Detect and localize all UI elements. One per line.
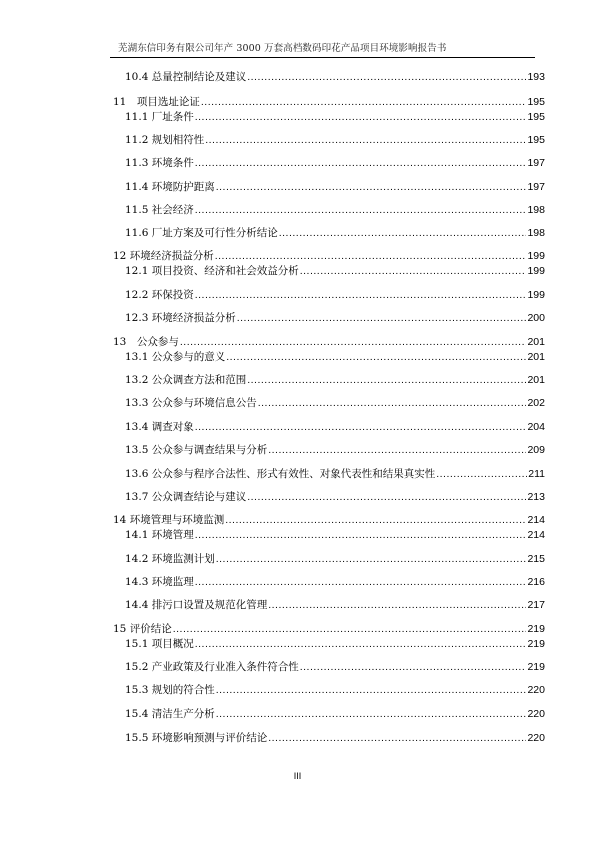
toc-entry-label: 13.7 公众调查结论与建议 — [125, 491, 247, 503]
toc-entry-label: 13.5 公众参与调查结果与分析 — [125, 444, 268, 456]
toc-entry-label: 12 环境经济损益分析 — [113, 250, 214, 262]
toc-entry-page: 202 — [527, 397, 545, 409]
toc-entry-label: 14.4 排污口设置及规范化管理 — [125, 599, 268, 611]
toc-entry[interactable] — [125, 468, 545, 481]
toc-entry-page: 199 — [527, 265, 545, 277]
page-number: III — [293, 771, 302, 781]
toc-entry-page: 197 — [527, 181, 545, 193]
toc-entry[interactable] — [125, 444, 545, 457]
dot-leader — [216, 181, 527, 194]
toc-entry[interactable] — [125, 204, 545, 217]
toc-entry-label: 14 环境管理与环境监测 — [113, 514, 225, 526]
toc-entry-label: 15.3 规划的符合性 — [125, 684, 215, 696]
toc-entry-label: 13.3 公众参与环境信息公告 — [125, 397, 257, 409]
toc-entry[interactable] — [125, 529, 545, 542]
toc-entry-page: 219 — [527, 661, 545, 673]
toc-entry-page: 200 — [527, 312, 545, 324]
dot-leader — [247, 71, 526, 84]
toc-entry[interactable] — [125, 227, 545, 240]
toc-entry-label: 12.3 环境经济损益分析 — [125, 312, 236, 324]
dot-leader — [195, 204, 527, 217]
toc-entry-page: 220 — [527, 684, 545, 696]
toc-entry-page: 209 — [527, 444, 545, 456]
toc-entry-page: 216 — [527, 576, 545, 588]
toc-entry-label: 14.1 环境管理 — [125, 529, 194, 541]
dot-leader — [268, 599, 526, 612]
toc-entry-label: 15 评价结论 — [113, 623, 172, 635]
dot-leader — [180, 336, 527, 349]
toc-entry-page: 195 — [527, 111, 545, 123]
dot-leader — [205, 134, 526, 147]
toc-entry[interactable] — [125, 732, 545, 745]
toc-entry-page: 204 — [527, 421, 545, 433]
toc-entry[interactable] — [113, 96, 545, 109]
toc-entry-label: 14.2 环境监测计划 — [125, 553, 215, 565]
dot-leader — [215, 250, 527, 263]
toc-entry[interactable] — [125, 553, 545, 566]
toc-entry[interactable] — [125, 684, 545, 697]
toc-entry-label: 11.4 环境防护距离 — [125, 181, 215, 193]
dot-leader — [195, 111, 527, 124]
dot-leader — [216, 708, 527, 721]
toc-entry-page: 198 — [527, 204, 545, 216]
toc-entry-page: 201 — [527, 374, 545, 386]
toc-entry-page: 201 — [527, 351, 545, 363]
dot-leader — [195, 289, 527, 302]
dot-leader — [173, 623, 527, 636]
dot-leader — [216, 553, 527, 566]
toc-entry-label: 11.3 环境条件 — [125, 157, 194, 169]
toc-entry-page: 219 — [527, 638, 545, 650]
toc-entry-page: 220 — [527, 732, 545, 744]
toc-entry-label: 13.4 调查对象 — [125, 421, 194, 433]
toc-entry-label: 10.4 总量控制结论及建议 — [125, 71, 247, 83]
dot-leader — [195, 529, 527, 542]
toc-entry-page: 211 — [528, 468, 545, 480]
dot-leader — [195, 421, 527, 434]
toc-entry-page: 198 — [527, 227, 545, 239]
toc-entry[interactable] — [125, 491, 545, 504]
toc-entry[interactable] — [125, 312, 545, 325]
toc-entry[interactable] — [125, 421, 545, 434]
toc-entry-page: 220 — [527, 708, 545, 720]
dot-leader — [195, 157, 527, 170]
toc-entry-page: 199 — [527, 289, 545, 301]
toc-entry[interactable] — [125, 111, 545, 124]
toc-entry-label: 13 公众参与 — [113, 336, 179, 348]
toc-entry[interactable] — [125, 157, 545, 170]
toc-entry-label: 11.1 厂址条件 — [125, 111, 194, 123]
dot-leader — [300, 265, 527, 278]
dot-leader — [258, 397, 527, 410]
toc-entry[interactable] — [113, 623, 545, 636]
toc-entry[interactable] — [113, 514, 545, 527]
toc-entry-label: 15.4 清洁生产分析 — [125, 708, 215, 720]
toc-entry-page: 195 — [527, 96, 545, 108]
toc-entry[interactable] — [125, 181, 545, 194]
toc-entry-page: 219 — [527, 623, 545, 635]
toc-entry-label: 15.5 环境影响预测与评价结论 — [125, 732, 268, 744]
dot-leader — [247, 491, 526, 504]
dot-leader — [268, 444, 526, 457]
toc-entry[interactable] — [113, 336, 545, 349]
toc-entry[interactable] — [125, 374, 545, 387]
dot-leader — [300, 661, 527, 674]
toc-entry[interactable] — [125, 134, 545, 147]
dot-leader — [268, 732, 526, 745]
toc-entry[interactable] — [125, 576, 545, 589]
toc-entry-page: 193 — [527, 71, 545, 83]
dot-leader — [225, 514, 526, 527]
toc-entry-label: 13.1 公众参与的意义 — [125, 351, 226, 363]
dot-leader — [247, 374, 526, 387]
toc-entry-page: 217 — [527, 599, 545, 611]
running-header: 芜湖东信印务有限公司年产 3000 万套高档数码印花产品项目环境影响报告书 — [118, 43, 447, 54]
toc-entry-page: 197 — [527, 157, 545, 169]
toc-entry[interactable] — [125, 661, 545, 674]
toc-entry[interactable] — [125, 638, 545, 651]
toc-entry-label: 12.2 环保投资 — [125, 289, 194, 301]
dot-leader — [237, 312, 527, 325]
toc-entry-label: 11.5 社会经济 — [125, 204, 194, 216]
toc-entry-label: 13.6 公众参与程序合法性、形式有效性、对象代表性和结果真实性 — [125, 468, 436, 480]
toc-entry[interactable] — [125, 599, 545, 612]
toc-entry-page: 213 — [527, 491, 545, 503]
dot-leader — [436, 468, 527, 481]
toc-entry-page: 214 — [527, 529, 545, 541]
toc-entry-page: 215 — [527, 553, 545, 565]
toc-entry-label: 15.2 产业政策及行业准入条件符合性 — [125, 661, 299, 673]
dot-leader — [201, 96, 527, 109]
toc-entry-page: 214 — [527, 514, 545, 526]
dot-leader — [216, 684, 527, 697]
toc-entry[interactable] — [125, 265, 545, 278]
toc-entry-page: 199 — [527, 250, 545, 262]
toc-entry-label: 11.2 规划相符性 — [125, 134, 205, 146]
toc-entry[interactable] — [125, 289, 545, 302]
toc-entry-label: 11.6 厂址方案及可行性分析结论 — [125, 227, 278, 239]
toc-entry[interactable] — [113, 250, 545, 263]
dot-leader — [195, 638, 527, 651]
toc-entry-label: 14.3 环境监理 — [125, 576, 194, 588]
toc-entry-label: 15.1 项目概况 — [125, 638, 194, 650]
toc-entry-page: 201 — [527, 336, 545, 348]
dot-leader — [226, 351, 526, 364]
toc-entry-label: 12.1 项目投资、经济和社会效益分析 — [125, 265, 299, 277]
dot-leader — [279, 227, 527, 240]
toc-entry[interactable] — [125, 351, 545, 364]
toc-entry-page: 195 — [527, 134, 545, 146]
toc-entry[interactable] — [125, 71, 545, 84]
dot-leader — [195, 576, 527, 589]
toc-entry-label: 13.2 公众调查方法和范围 — [125, 374, 247, 386]
toc-entry-label: 11 项目选址论证 — [113, 96, 200, 108]
toc-entry[interactable] — [125, 397, 545, 410]
toc-entry[interactable] — [125, 708, 545, 721]
